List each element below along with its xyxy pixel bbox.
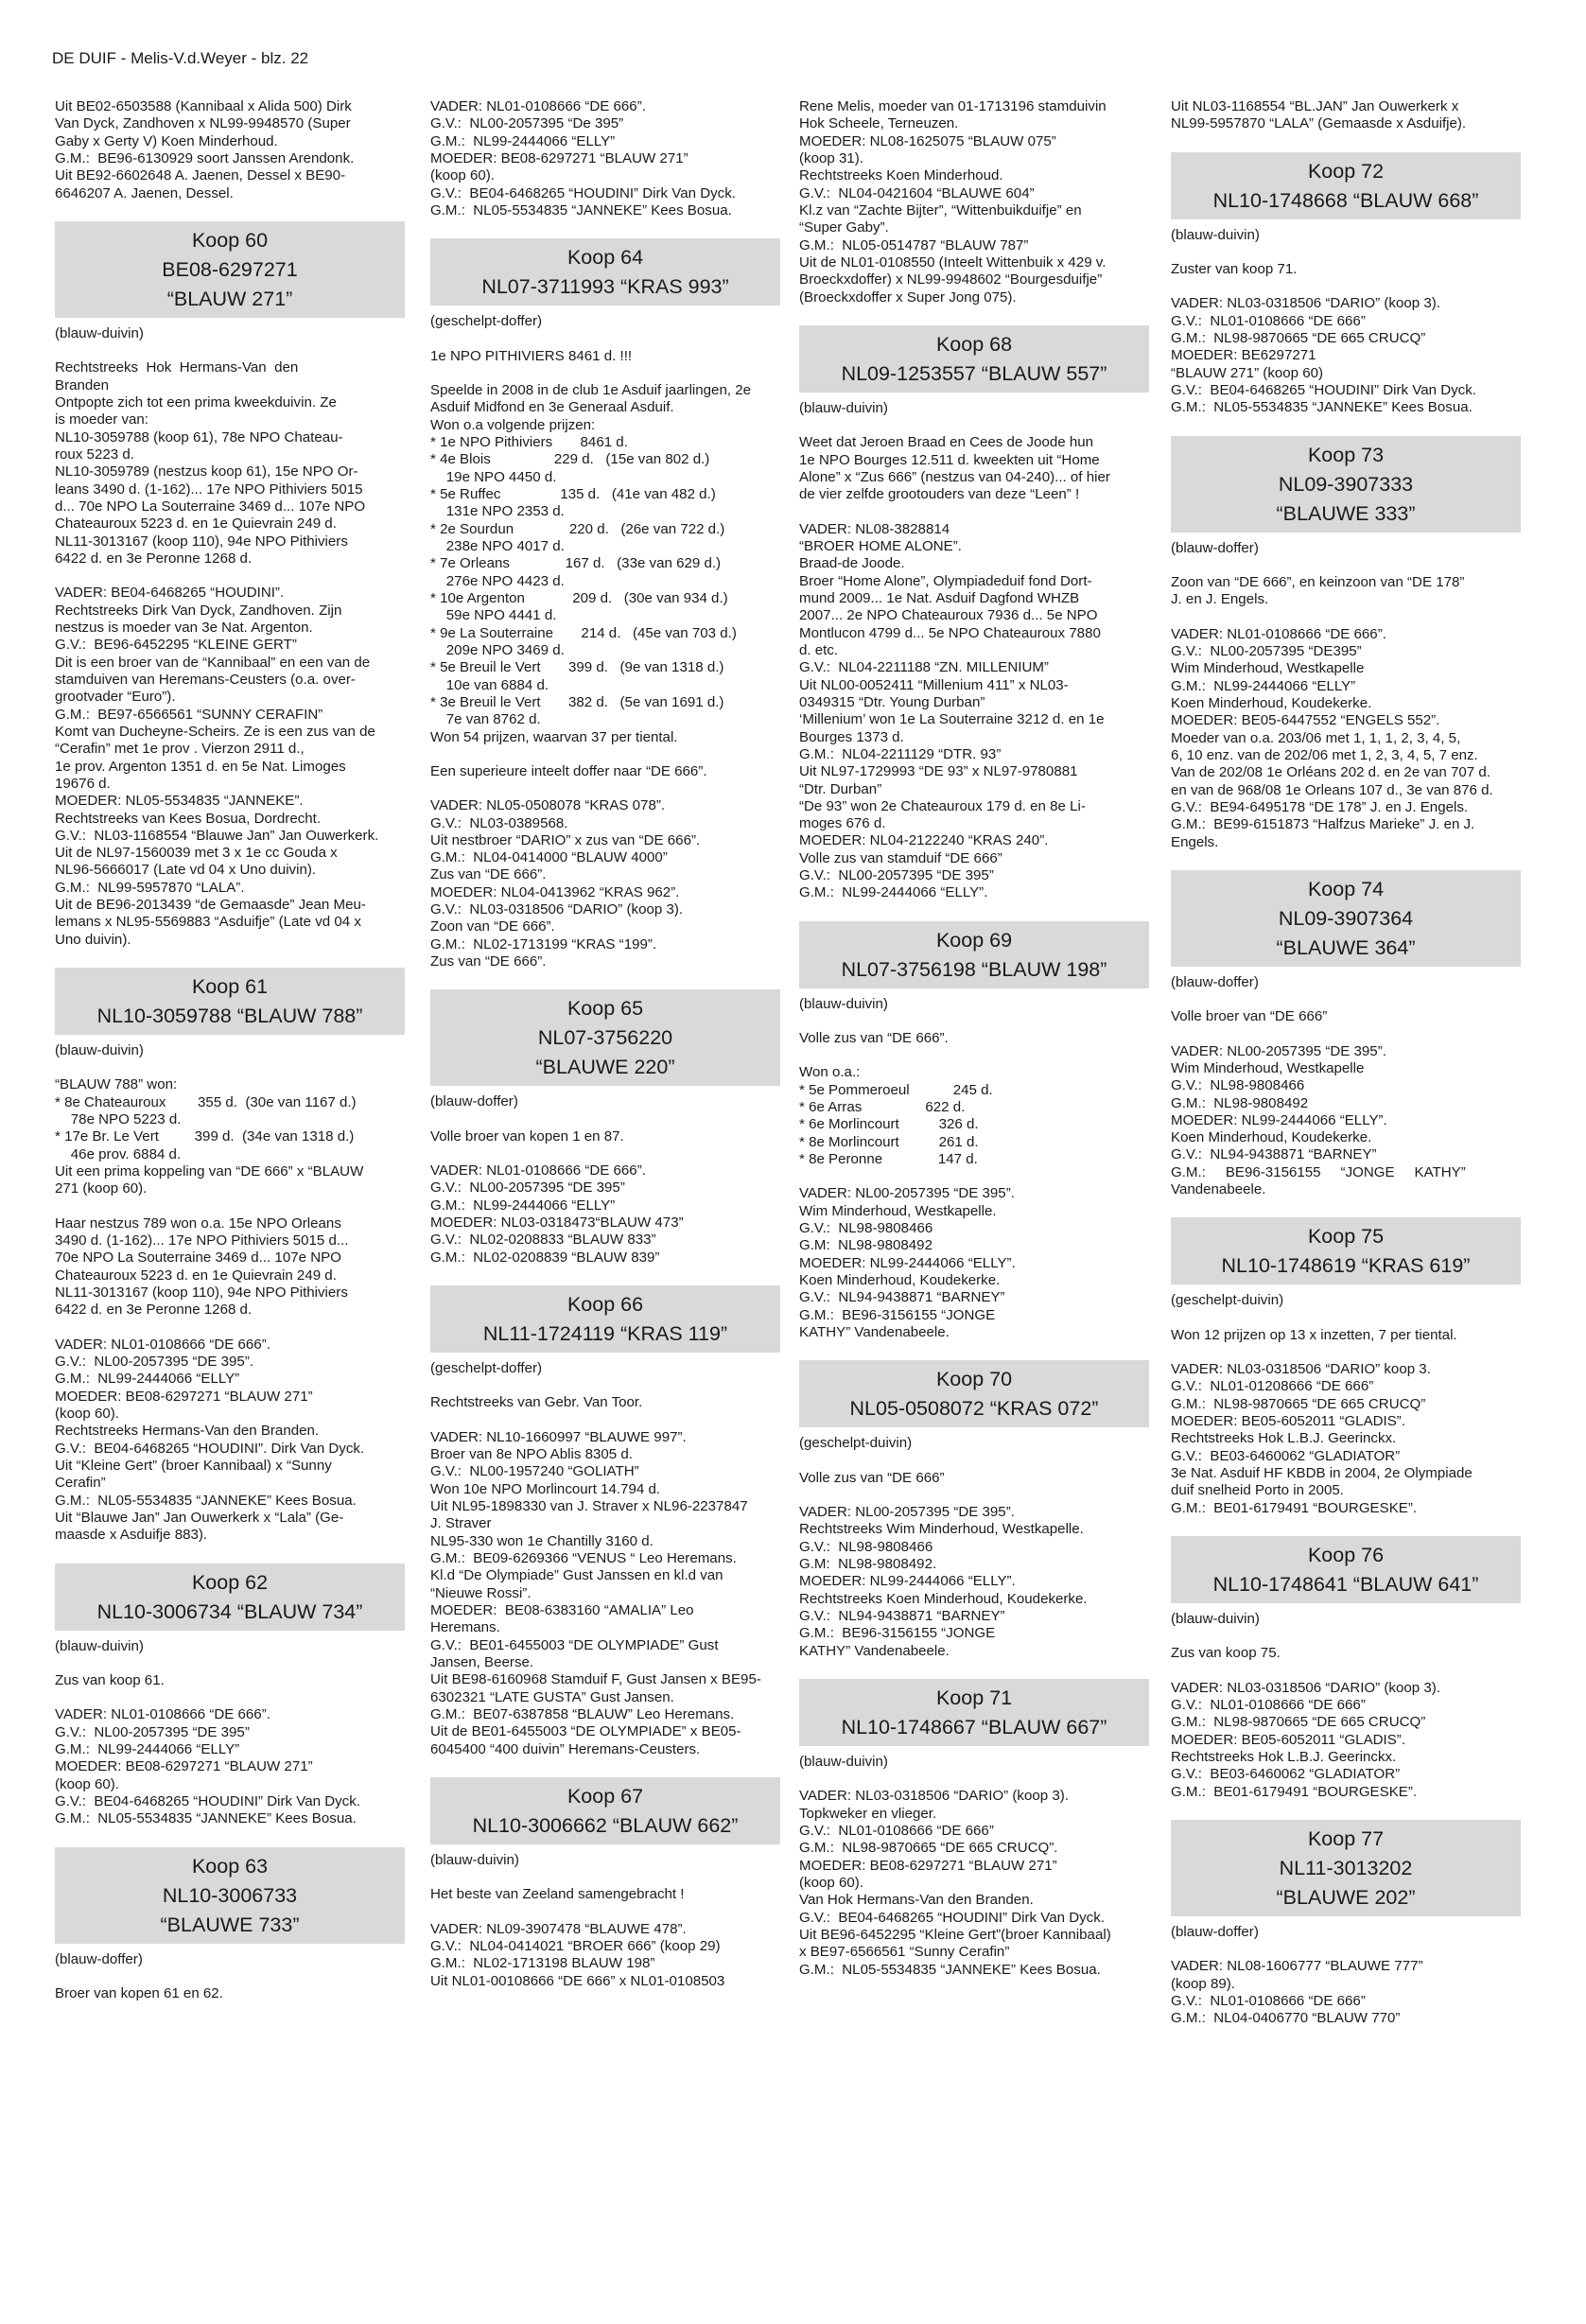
text-paragraph: Zuster van koop 71. (1171, 260, 1298, 277)
text-paragraph: VADER: NL01-0108666 “DE 666”. G.V.: NL00-2057395 “DE 395”. G.M.: NL99-2444066 “ELLY” MOEDER: BE08-6297271 “BLAUW 271” (koop 60). Rechtstreeks Hermans-Van den Branden. G.V.: BE04-6468265 “HOUDINI”. Dirk Van Dyck. Uit “Kleine Gert” (broer Kannibaal) x “Sunny Cerafin” G.M.: NL05-5534835 “JANNEKE” Kees Bosua. Uit “Blauwe Jan” Jan Ouwerkerk x “Lala” (Ge- maasde x Asduifje 883). (55, 1336, 365, 1544)
text-paragraph: Weet dat Jeroen Braad en Cees de Joode hun 1e NPO Bourges 12.511 d. kweekten uit “Home Alone” x “Zus 666” (nestzus van 04-240)... of hier de vier zelfde grootouders van deze “Leen” ! (799, 434, 1110, 503)
lot-number: Koop 71 (935, 1686, 1013, 1709)
lot-ring-number: “BLAUWE 733” (160, 1913, 300, 1936)
lot-ring-number: NL10-3006733 (162, 1883, 298, 1907)
lot-number: Koop 76 (1307, 1544, 1385, 1567)
text-paragraph: (blauw-doffer) (1171, 973, 1259, 990)
lot-ring-number: NL10-3006734 “BLAUW 734” (96, 1599, 363, 1623)
text-paragraph: (blauw-duivin) (55, 1042, 144, 1059)
text-paragraph: VADER: NL03-0318506 “DARIO” (koop 3). G.V.: NL01-0108666 “DE 666” G.M.: NL98-9870665 “DE 665 CRUCQ” MOEDER: BE6297271 “BLAUW 271” (koop 60) G.V.: BE04-6468265 “HOUDINI” Dirk Van Dyck. G.M.: NL05-5534835 “JANNEKE” Kees Bosua. (1171, 295, 1476, 416)
text-paragraph: (blauw-duivin) (55, 324, 144, 341)
column-3 (799, 98, 1149, 1979)
text-paragraph: (blauw-duivin) (430, 1851, 519, 1868)
lot-ring-number: NL11-3013202 (1279, 1857, 1413, 1880)
lot-ring-number: NL10-1748668 “BLAUW 668” (1212, 188, 1479, 212)
text-paragraph: (blauw-duivin) (799, 1753, 888, 1770)
text-paragraph: Uit NL03-1168554 “BL.JAN” Jan Ouwerkerk x NL99-5957870 “LALA” (Gemaasde x Asduifje). (1171, 98, 1467, 132)
text-paragraph: VADER: NL09-3907478 “BLAUWE 478”. G.V.: NL04-0414021 “BROER 666” (koop 29) G.M.: NL02-1713198 BLAUW 198” Uit NL01-00108666 “DE 666” x NL01-0108503 (430, 1920, 725, 1989)
lot-ring-number: “BLAUWE 220” (535, 1056, 675, 1079)
article-columns (55, 98, 1532, 2312)
text-paragraph: (blauw-duivin) (799, 995, 888, 1012)
text-paragraph: VADER: NL01-0108666 “DE 666”. G.V.: NL00-2057395 “DE 395” G.M.: NL99-2444066 “ELLY” MOEDER: BE08-6297271 “BLAUW 271” (koop 60). G.V.: BE04-6468265 “HOUDINI” Dirk Van Dyck. G.M.: NL05-5534835 “JANNEKE” Kees Bosua. (55, 1706, 360, 1827)
text-paragraph: Zoon van “DE 666”, en keinzoon van “DE 178” J. en J. Engels. (1171, 573, 1465, 608)
text-paragraph: (blauw-doffer) (55, 1950, 143, 1967)
lot-ring-number: NL07-3711993 “KRAS 993” (481, 275, 729, 299)
text-paragraph: (geschelpt-duivin) (799, 1435, 913, 1452)
text-paragraph: VADER: NL00-2057395 “DE 395”. Rechtstreeks Wim Minderhoud, Westkapelle. G.V.: NL98-9808466 G.M: NL98-9808492. MOEDER: NL99-2444066 “ELLY”. Rechtstreeks Koen Minderhoud, Koudekerke. G.V.: NL94-9438871 “BARNEY” G.M.: BE96-3156155 “JONGE KATHY” Vandenabeele. (799, 1504, 1088, 1659)
lot-number: Koop 65 (566, 997, 644, 1021)
lot-number: Koop 64 (566, 246, 644, 270)
lot-number: Koop 62 (191, 1570, 269, 1594)
lot-number: Koop 72 (1307, 159, 1385, 183)
lot-heading-box (430, 1777, 780, 1844)
text-paragraph: VADER: NL03-0318506 “DARIO” (koop 3). Topkweker en vlieger. G.V.: NL01-0108666 “DE 666” G.M.: NL98-9870665 “DE 665 CRUCQ”. MOEDER: BE08-6297271 “BLAUW 271” (koop 60). Van Hok Hermans-Van den Branden. G.V.: BE04-6468265 “HOUDINI” Dirk Van Dyck. Uit BE96-6452295 “Kleine Gert”(broer Kannibaal) x BE97-6566561 “Sunny Cerafin” G.M.: NL05-5534835 “JANNEKE” Kees Bosua. (799, 1788, 1111, 1978)
lot-number: Koop 66 (566, 1293, 644, 1317)
lot-ring-number: NL07-3756220 (537, 1026, 673, 1050)
lot-ring-number: NL05-0508072 “KRAS 072” (849, 1397, 1099, 1421)
text-paragraph: “BLAUW 788” won: * 8e Chateauroux 355 d. (30e van 1167 d.) 78e NPO 5223 d. * 17e Br. Le Vert 399 d. (34e van 1318 d.) 46e prov. 6884 d. Uit een prima koppeling van “DE 666” x “BLAUW 271 (koop 60). (55, 1076, 364, 1197)
lot-heading-box (55, 1564, 405, 1631)
lot-ring-number: NL10-3059788 “BLAUW 788” (96, 1005, 363, 1028)
lot-heading-box (430, 238, 780, 306)
lot-ring-number: NL10-1748641 “BLAUW 641” (1212, 1573, 1479, 1597)
text-paragraph: (geschelpt-duivin) (1171, 1292, 1284, 1309)
text-paragraph: Uit BE02-6503588 (Kannibaal x Alida 500) Dirk Van Dyck, Zandhoven x NL99-9948570 (Super Gaby x Gerty V) Koen Minderhoud. G.M.: BE96-6130929 soort Janssen Arendonk. Uit BE92-6602648 A. Jaenen, Dessel x BE90- 6646207 A. Jaenen, Dessel. (55, 98, 355, 201)
lot-heading-box (1171, 436, 1521, 533)
text-paragraph: Zus van koop 75. (1171, 1645, 1281, 1662)
lot-heading-box (1171, 1820, 1521, 1916)
lot-ring-number: NL10-1748619 “KRAS 619” (1221, 1254, 1471, 1278)
text-paragraph: Rechtstreeks Hok Hermans-Van den Branden Ontpopte zich tot een prima kweekduivin. Ze is moeder van: NL10-3059788 (koop 61), 78e NPO Chateau- roux 5223 d. NL10-3059789 (nestzus koop 61), 15e NPO Or- leans 3490 d. (1-162)... 17e NPO Pithiviers 5015 d... 70e NPO La Souterraine 3469 d... 107e NPO Chateauroux 5223 d. en 1e Quievrain 249 d. NL11-3013167 (koop 110), 94e NPO Pithiviers 6422 d. en 3e Peronne 1268 d. (55, 359, 366, 567)
column-1 (55, 98, 405, 2002)
lot-heading-box (1171, 1217, 1521, 1284)
text-paragraph: VADER: NL03-0318506 “DARIO” (koop 3). G.V.: NL01-0108666 “DE 666” G.M.: NL98-9870665 “DE 665 CRUCQ” MOEDER: BE05-6052011 “GLADIS”. Rechtstreeks Hok L.B.J. Geerinckx. G.V.: BE03-6460062 “GLADIATOR” G.M.: BE01-6179491 “BOURGESKE”. (1171, 1679, 1440, 1800)
lot-number: Koop 61 (191, 975, 269, 999)
page-header: DE DUIF - Melis-V.d.Weyer - blz. 22 (52, 49, 309, 67)
lot-heading-box (799, 921, 1149, 988)
text-paragraph: Speelde in 2008 in de club 1e Asduif jaarlingen, 2e Asduif Midfond en 3e Generaal Asduif. Won o.a volgende prijzen: * 1e NPO Pithiviers 8461 d. * 4e Blois 229 d. (15e van 802 d.) 19e NPO 4450 d. * 5e Ruffec 135 d. (41e van 482 d.) 131e NPO 2353 d. * 2e Sourdun 220 d. (26e van 722 d.) 238e NPO 4017 d. * 7e Orleans 167 d. (33e van 629 d.) 276e NPO 4423 d. * 10e Argenton 209 d. (30e van 934 d.) 59e NPO 4441 d. * 9e La Souterraine 214 d. (45e van 703 d.) 209e NPO 3469 d. * 5e Breuil le Vert 399 d. (9e van 1318 d.) 10e van 6884 d. * 3e Breuil le Vert 382 d. (5e van 1691 d.) 7e van 8762 d. Won 54 prijzen, waarvan 37 per tiental. (430, 381, 752, 745)
lot-ring-number: “BLAUW 271” (166, 287, 293, 310)
lot-number: Koop 60 (191, 228, 269, 252)
text-paragraph: Rene Melis, moeder van 01-1713196 stamduivin Hok Scheele, Terneuzen. MOEDER: NL08-1625075 “BLAUW 075” (koop 31). Rechtstreeks Koen Minderhoud. G.V.: NL04-0421604 “BLAUWE 604” Kl.z van “Zachte Bijter”, “Wittenbuikduifje” en “Super Gaby”. G.M.: NL05-0514787 “BLAUW 787” Uit de NL01-0108550 (Inteelt Wittenbuik x 429 v. Broeckxdoffer) x NL99-9948602 “Bourgesduifje” (Broeckxdoffer x Super Jong 075). (799, 98, 1107, 306)
lot-ring-number: “BLAUWE 202” (1276, 1886, 1416, 1910)
lot-number: Koop 73 (1307, 443, 1385, 466)
lot-heading-box (55, 968, 405, 1035)
text-paragraph: VADER: NL00-2057395 “DE 395”. Wim Minderhoud, Westkapelle G.V.: NL98-9808466 G.M.: NL98-9808492 MOEDER: NL99-2444066 “ELLY”. Koen Minderhoud, Koudekerke. G.V.: NL94-9438871 “BARNEY” G.M.: BE96-3156155 “JONGE KATHY” Vandenabeele. (1171, 1042, 1466, 1198)
lot-number: Koop 69 (935, 928, 1013, 952)
lot-heading-box (799, 1360, 1149, 1427)
text-paragraph: VADER: NL01-0108666 “DE 666”. G.V.: NL00-2057395 “DE395” Wim Minderhoud, Westkapelle G.M.: NL99-2444066 “ELLY” Koen Minderhoud, Koudekerke. MOEDER: BE05-6447552 “ENGELS 552”. Moeder van o.a. 203/06 met 1, 1, 1, 2, 3, 4, 5, 6, 10 enz. van de 202/06 met 1, 2, 3, 4, 5, 7 enz. Van de 202/08 1e Orléans 202 d. en 2e van 707 d. en van de 968/08 1e Orleans 107 d., 3e van 876 d. G.V.: BE94-6495178 “DE 178” J. en J. Engels. G.M.: BE99-6151873 “Halfzus Marieke” J. en J. Engels. (1171, 625, 1493, 850)
lot-number: Koop 77 (1307, 1827, 1385, 1851)
text-paragraph: VADER: NL00-2057395 “DE 395”. Wim Minderhoud, Westkapelle. G.V.: NL98-9808466 G.M: NL98-9808492 MOEDER: NL99-2444066 “ELLY”. Koen Minderhoud, Koudekerke. G.V.: NL94-9438871 “BARNEY” G.M.: BE96-3156155 “JONGE KATHY” Vandenabeele. (799, 1185, 1016, 1341)
text-paragraph: VADER: NL08-3828814 “BROER HOME ALONE”. Braad-de Joode. Broer “Home Alone”, Olympiadeduif fond Dort- mund 2009... 1e Nat. Asduif Dagfond WHZB 2007... 2e NPO Chateauroux 7936 d... 5e NPO Montlucon 4799 d... 5e NPO Chateauroux 7880 d. etc. G.V.: NL04-2211188 “ZN. MILLENIUM” Uit NL00-0052411 “Millenium 411” x NL03- 0349315 “Dtr. Young Durban” ‘Millenium’ won 1e La Souterraine 3212 d. en 1e Bourges 1373 d. G.M.: NL04-2211129 “DTR. 93” Uit NL97-1729993 “DE 93” x NL97-9780881 “Dtr. Durban” “De 93” won 2e Chateauroux 179 d. en 8e Li- moges 676 d. MOEDER: NL04-2122240 “KRAS 240”. Volle zus van stamduif “DE 666” G.V.: NL00-2057395 “DE 395” G.M.: NL99-2444066 “ELLY”. (799, 520, 1105, 901)
lot-number: Koop 74 (1307, 877, 1385, 900)
lot-number: Koop 63 (191, 1854, 269, 1878)
text-paragraph: 1e NPO PITHIVIERS 8461 d. !!! (430, 347, 633, 364)
lot-ring-number: “BLAUWE 333” (1276, 501, 1416, 525)
text-paragraph: Broer van kopen 61 en 62. (55, 1984, 223, 2001)
text-paragraph: (blauw-duivin) (55, 1637, 144, 1654)
text-paragraph: Zus van koop 61. (55, 1671, 165, 1688)
lot-ring-number: NL09-1253557 “BLAUW 557” (841, 361, 1107, 385)
text-paragraph: VADER: NL05-0508078 “KRAS 078”. G.V.: NL03-0389568. Uit nestbroer “DARIO” x zus van “DE 666”. G.M.: NL04-0414000 “BLAUW 4000” Zus van “DE 666”. MOEDER: NL04-0413962 “KRAS 962”. G.V.: NL03-0318506 “DARIO” (koop 3). Zoon van “DE 666”. G.M.: NL02-1713199 “KRAS “199”. Zus van “DE 666”. (430, 797, 701, 970)
text-paragraph: (blauw-doffer) (1171, 1924, 1259, 1941)
text-paragraph: Won 12 prijzen op 13 x inzetten, 7 per tiental. (1171, 1326, 1457, 1343)
text-paragraph: (geschelpt-doffer) (430, 1360, 543, 1377)
column-2 (430, 98, 780, 1990)
text-paragraph: VADER: NL01-0108666 “DE 666”. G.V.: NL00-2057395 “DE 395” G.M.: NL99-2444066 “ELLY” MOEDER: NL03-0318473“BLAUW 473” G.V.: NL02-0208833 “BLAUW 833” G.M.: NL02-0208839 “BLAUW 839” (430, 1162, 684, 1266)
lot-heading-box (1171, 870, 1521, 967)
text-paragraph: Het beste van Zeeland samengebracht ! (430, 1886, 685, 1903)
lot-heading-box (430, 989, 780, 1086)
text-paragraph: Rechtstreeks van Gebr. Van Toor. (430, 1394, 643, 1411)
lot-heading-box (799, 1679, 1149, 1746)
lot-heading-box (1171, 1536, 1521, 1603)
text-paragraph: VADER: BE04-6468265 “HOUDINI”. Rechtstreeks Dirk Van Dyck, Zandhoven. Zijn nestzus is moeder van 3e Nat. Argenton. G.V.: BE96-6452295 “KLEINE GERT” Dit is een broer van de “Kannibaal” en een van de stamduiven van Heremans-Ceusters (o.a. over- grootvader “Euro”). G.M.: BE97-6566561 “SUNNY CERAFIN” Komt van Ducheyne-Scheirs. Ze is een zus van de “Cerafin” met 1e prov . Vierzon 2911 d., 1e prov. Argenton 1351 d. en 5e Nat. Limoges 19676 d. MOEDER: NL05-5534835 “JANNEKE”. Rechtstreeks van Kees Bosua, Dordrecht. G.V.: NL03-1168554 “Blauwe Jan” Jan Ouwerkerk. Uit de NL97-1560039 met 3 x 1e cc Gouda x NL96-5666017 (Late vd 04 x Uno duivin). G.M.: NL99-5957870 “LALA”. Uit de BE96-2013439 “de Gemaasde” Jean Meu- lemans x NL95-5569883 “Asduifje” (Late vd 04 x Uno duivin). (55, 585, 379, 948)
lot-ring-number: NL09-3907364 (1278, 906, 1414, 930)
lot-ring-number: NL10-1748667 “BLAUW 667” (841, 1715, 1107, 1739)
text-paragraph: (blauw-doffer) (1171, 539, 1259, 556)
text-paragraph: VADER: NL10-1660997 “BLAUWE 997”. Broer van 8e NPO Ablis 8305 d. G.V.: NL00-1957240 “GOLIATH” Won 10e NPO Morlincourt 14.794 d. Uit NL95-1898330 van J. Straver x NL96-2237847 J. Straver NL95-330 won 1e Chantilly 3160 d. G.M.: BE09-6269366 “VENUS “ Leo Heremans. Kl.d “De Olympiade” Gust Janssen en kl.d van “Nieuwe Rossi”. MOEDER: BE08-6383160 “AMALIA” Leo Heremans. G.V.: BE01-6455003 “DE OLYMPIADE” Gust Jansen, Beerse. Uit BE98-6160968 Stamduif F, Gust Jansen x BE95- 6302321 “LATE GUSTA” Gust Jansen. G.M.: BE07-6387858 “BLAUW” Leo Heremans. Uit de BE01-6455003 “DE OLYMPIADE” x BE05- 6045400 “400 duivin” Heremans-Ceusters. (430, 1428, 761, 1757)
lot-ring-number: NL11-1724119 “KRAS 119” (482, 1322, 728, 1346)
lot-heading-box (1171, 152, 1521, 219)
text-paragraph: VADER: NL08-1606777 “BLAUWE 777” (koop 89). G.V.: NL01-0108666 “DE 666” G.M.: NL04-0406770 “BLAUW 770” (1171, 1958, 1423, 2027)
text-paragraph: Volle zus van “DE 666” (799, 1469, 945, 1486)
text-paragraph: Volle broer van kopen 1 en 87. (430, 1127, 624, 1145)
lot-ring-number: NL10-3006662 “BLAUW 662” (472, 1813, 739, 1837)
column-4 (1171, 98, 1521, 2028)
lot-ring-number: NL09-3907333 (1278, 472, 1414, 496)
text-paragraph: (blauw-duivin) (799, 399, 888, 416)
text-paragraph: (blauw-duivin) (1171, 1611, 1260, 1628)
lot-ring-number: “BLAUWE 364” (1276, 935, 1416, 959)
text-paragraph: VADER: NL03-0318506 “DARIO” koop 3. G.V.: NL01-01208666 “DE 666” G.M.: NL98-9870665 “DE 665 CRUCQ” MOEDER: BE05-6052011 “GLADIS”. Rechtstreeks Hok L.B.J. Geerinckx. G.V.: BE03-6460062 “GLADIATOR” 3e Nat. Asduif HF KBDB in 2004, 2e Olympiade duif snelheid Porto in 2005. G.M.: BE01-6179491 “BOURGESKE”. (1171, 1361, 1473, 1516)
text-paragraph: Een superieure inteelt doffer naar “DE 666”. (430, 762, 707, 779)
lot-heading-box (430, 1285, 780, 1353)
lot-heading-box (799, 325, 1149, 393)
text-paragraph: (geschelpt-doffer) (430, 313, 543, 330)
text-paragraph: Volle zus van “DE 666”. (799, 1030, 949, 1047)
text-paragraph: (blauw-doffer) (430, 1093, 518, 1110)
text-paragraph: Volle broer van “DE 666” (1171, 1008, 1328, 1025)
text-paragraph: Haar nestzus 789 won o.a. 15e NPO Orleans 3490 d. (1-162)... 17e NPO Pithiviers 5015 d... 70e NPO La Souterraine 3469 d... 107e NPO Chateauroux 5223 d. en 1e Quievrain 249 d. NL11-3013167 (koop 110), 94e NPO Pithiviers 6422 d. en 3e Peronne 1268 d. (55, 1214, 349, 1319)
lot-ring-number: BE08-6297271 (162, 257, 298, 281)
text-paragraph: VADER: NL01-0108666 “DE 666”. G.V.: NL00-2057395 “De 395” G.M.: NL99-2444066 “ELLY” MOEDER: BE08-6297271 “BLAUW 271” (koop 60). G.V.: BE04-6468265 “HOUDINI” Dirk Van Dyck. G.M.: NL05-5534835 “JANNEKE” Kees Bosua. (430, 98, 736, 218)
lot-heading-box (55, 221, 405, 318)
text-paragraph: Won o.a.: * 5e Pommeroeul 245 d. * 6e Arras 622 d. * 6e Morlincourt 326 d. * 8e Morlincourt 261 d. * 8e Peronne 147 d. (799, 1064, 993, 1168)
lot-heading-box (55, 1847, 405, 1944)
lot-ring-number: NL07-3756198 “BLAUW 198” (841, 957, 1107, 981)
text-paragraph: (blauw-duivin) (1171, 226, 1260, 243)
lot-number: Koop 70 (935, 1368, 1013, 1391)
lot-number: Koop 75 (1307, 1225, 1385, 1249)
lot-number: Koop 68 (935, 332, 1013, 356)
lot-number: Koop 67 (566, 1784, 644, 1808)
